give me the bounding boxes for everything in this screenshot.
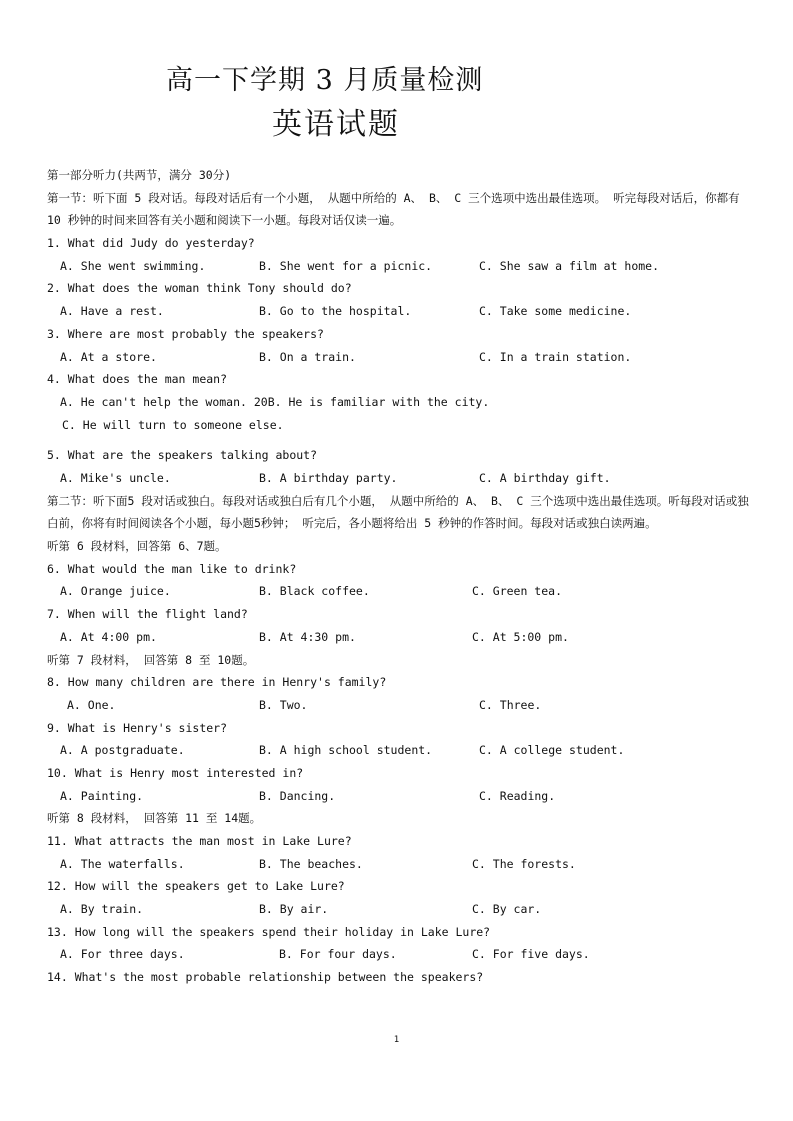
q10-stem: 10. What is Henry most interested in? — [47, 765, 304, 780]
q13-options — [47, 943, 749, 966]
q12-option-b: B. By air. — [259, 902, 329, 917]
q1-stem: 1. What did Judy do yesterday? — [47, 236, 255, 251]
q3-stem: 3. Where are most probably the speakers? — [47, 326, 324, 341]
q4-stem: 4. What does the man mean? — [47, 372, 228, 387]
q2-option-c: C. Take some medicine. — [479, 304, 632, 319]
q5-option-a: A. Mike's uncle. — [60, 470, 171, 485]
q6-option-b: B. Black coffee. — [259, 584, 370, 599]
q11-option-c: C. The forests. — [472, 856, 576, 871]
q10-options — [47, 785, 749, 808]
q8-options — [47, 694, 749, 717]
q5-stem: 5. What are the speakers talking about? — [47, 448, 318, 463]
q11-option-a: A. The waterfalls. — [60, 856, 185, 871]
q2-stem: 2. What does the woman think Tony should do? — [47, 281, 352, 296]
q1-option-c: C. She saw a film at home. — [479, 258, 660, 273]
q11-option-b: B. The beaches. — [259, 856, 363, 871]
section1-instructions: 第一节：听下面 5 段对话。每段对话后有一个小题， 从题中所给的 A、 B、 C 三个选项中选出最佳选项。 听完每段对话后，你都有 10 秒钟的时间来回答有关小题和阅读下一小题。每段对话仅读一遍。 — [47, 190, 740, 228]
q1-option-b: B. She went for a picnic. — [259, 258, 433, 273]
q11-stem: 11. What attracts the man most in Lake Lure? — [47, 834, 352, 848]
q5-option-b: B. A birthday party. — [259, 470, 398, 485]
q14-stem: 14. What's the most probable relationship between the speakers? — [47, 970, 484, 985]
q12-option-a: A. By train. — [60, 902, 144, 917]
q13-option-c: C. For five days. — [472, 947, 590, 962]
part1-header: 第一部分听力(共两节，满分 30分) — [47, 168, 232, 182]
q10-option-b: B. Dancing. — [259, 788, 336, 803]
q7-options — [47, 626, 749, 649]
q2-option-a: A. Have a rest. — [60, 304, 164, 319]
q9-options — [47, 739, 749, 762]
q3-option-b: B. On a train. — [259, 349, 356, 364]
q12-stem: 12. How will the speakers get to Lake Lure? — [47, 879, 345, 894]
q8-option-b: B. Two. — [259, 697, 308, 712]
q13-stem: 13. How long will the speakers spend their holiday in Lake Lure? — [47, 924, 491, 939]
page-number: 1 — [393, 1035, 400, 1045]
q4-option-c: C. He will turn to someone else. — [62, 417, 284, 432]
q5-options — [47, 467, 749, 490]
q1-option-a: A. She went swimming. — [60, 258, 206, 273]
q9-stem: 9. What is Henry's sister? — [47, 720, 228, 735]
q9-option-a: A. A postgraduate. — [60, 743, 185, 758]
material-6-header: 听第 6 段材料，回答第 6、7题。 — [47, 539, 227, 554]
material-7-header: 听第 7 段材料， 回答第 8 至 10题。 — [47, 652, 255, 667]
material-8-header: 听第 8 段材料， 回答第 11 至 14题。 — [47, 811, 262, 826]
section2-instructions: 第二节：听下面5 段对话或独白。每段对话或独白后有几个小题， 从题中所给的 A、 B、 C 三个选项中选出最佳选项。听每段对话或独白前，你将有时间阅读各个小题，每小题5秒钟； 听完后，各小题将给出 5 秒钟的作答时间。每段对话或独白读两遍。 — [47, 493, 749, 531]
exam-body — [47, 164, 749, 989]
q8-stem: 8. How many children are there in Henry's family? — [47, 675, 387, 690]
q12-options — [47, 898, 749, 921]
q4-options-c — [47, 414, 749, 437]
q9-option-b: B. A high school student. — [259, 743, 433, 758]
q6-options — [47, 580, 749, 603]
q3-options — [47, 346, 749, 369]
q11-options — [47, 853, 749, 876]
q8-option-c: C. Three. — [479, 697, 542, 712]
q6-option-a: A. Orange juice. — [60, 584, 171, 599]
q6-stem: 6. What would the man like to drink? — [47, 561, 297, 576]
q7-option-a: A. At 4:00 pm. — [60, 629, 157, 644]
q3-option-a: A. At a store. — [60, 349, 157, 364]
q8-option-a: A. One. — [67, 697, 116, 712]
q5-option-c: C. A birthday gift. — [479, 470, 611, 485]
q1-options — [47, 255, 749, 278]
q3-option-c: C. In a train station. — [479, 349, 632, 364]
q2-options — [47, 300, 749, 323]
q6-option-c: C. Green tea. — [472, 584, 563, 599]
q9-option-c: C. A college student. — [479, 743, 625, 758]
q13-option-b: B. For four days. — [279, 947, 397, 962]
q7-stem: 7. When will the flight land? — [47, 607, 248, 622]
q10-option-a: A. Painting. — [60, 788, 144, 803]
exam-title: 高一下学期 3 月质量检测 — [166, 65, 484, 96]
q4-option-ab: A. He can't help the woman. 20B. He is familiar with the city. — [60, 394, 490, 409]
q2-option-b: B. Go to the hospital. — [259, 304, 412, 319]
q7-option-b: B. At 4:30 pm. — [259, 629, 356, 644]
q10-option-c: C. Reading. — [479, 788, 556, 803]
spacer — [47, 436, 749, 444]
exam-subtitle: 英语试题 — [272, 107, 400, 142]
q7-option-c: C. At 5:00 pm. — [472, 629, 569, 644]
q4-options-ab — [47, 391, 749, 414]
q12-option-c: C. By car. — [472, 902, 542, 917]
q13-option-a: A. For three days. — [60, 947, 185, 962]
